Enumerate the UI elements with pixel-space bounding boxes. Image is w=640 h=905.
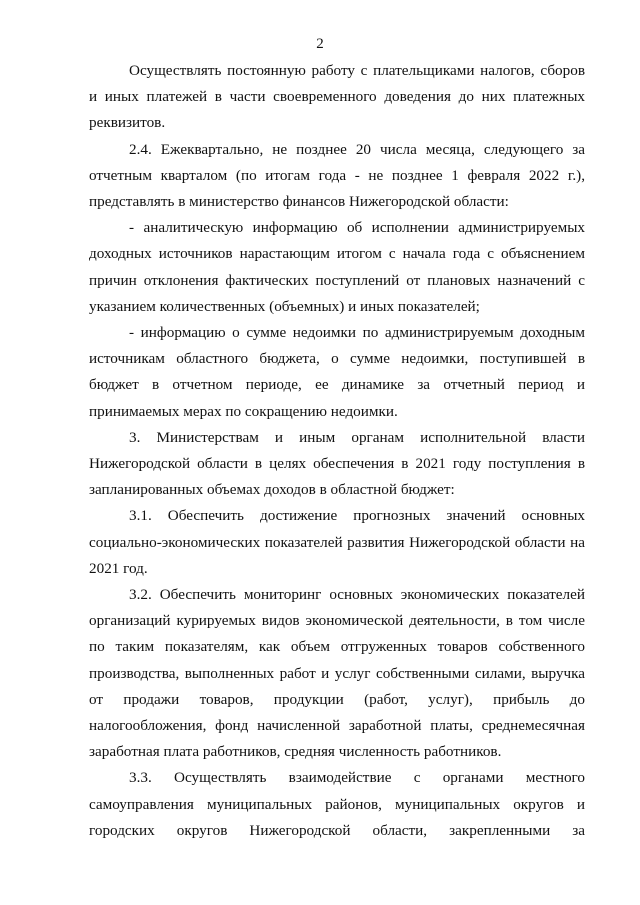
paragraph-analytical-info: - аналитическую информацию об исполнении администрируемых доходных источников нарастающим итогом с начала года с объяснением причин отклонения фактических поступлений от плановых назначений с указанием количественных (объемных) и иных показателей; [89, 219, 585, 315]
document-body [89, 58, 585, 844]
paragraph-arrears-info: - информацию о сумме недоимки по администрируемым доходным источникам областного бюджета, о сумме недоимки, поступившей в бюджет в отчетном периоде, ее динамике за отчетный период и принимаемых мерах по сокращению недоимки. [89, 324, 585, 420]
paragraph-payment-details: Осуществлять постоянную работу с плательщиками налогов, сборов и иных платежей в части своевременного доведения до них платежных реквизитов. [89, 62, 585, 132]
paragraph-3-2: 3.2. Обеспечить мониторинг основных экономических показателей организаций курируемых видов экономической деятельности, в том числе по таким показателям, как объем отгруженных товаров собственного производства, выполненных работ и услуг собственными силами, выручка от продажи товаров, продукции (работ, услуг), прибыль до налогообложения, фонд начисленной заработной платы, среднемесячная заработная плата работников, средняя численность работников. [89, 586, 585, 761]
paragraph-3-1: 3.1. Обеспечить достижение прогнозных значений основных социально-экономических показателей развития Нижегородской области на 2021 год. [89, 507, 585, 577]
paragraph-3: 3. Министерствам и иным органам исполнительной власти Нижегородской области в целях обеспечения в 2021 году поступления в запланированных объемах доходов в областной бюджет: [89, 428, 585, 499]
paragraph-2-4: 2.4. Ежеквартально, не позднее 20 числа месяца, следующего за отчетным кварталом (по итогам года - не позднее 1 февраля 2022 г.), представлять в министерство финансов Нижегородской области: [89, 140, 585, 211]
page-number: 2 [316, 36, 324, 52]
paragraph-3-3: 3.3. Осуществлять взаимодействие с органами местного самоуправления муниципальных районов, муниципальных округов и городских округов Нижегородской области, закрепленными за [89, 769, 585, 839]
